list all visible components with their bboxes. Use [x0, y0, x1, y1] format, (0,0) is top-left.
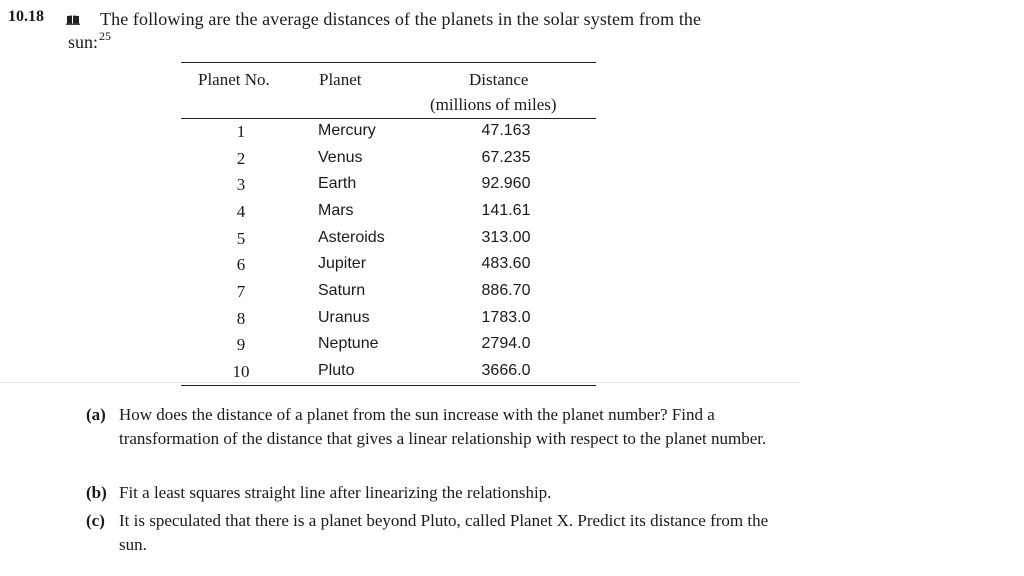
cell-planet-no: 10	[232, 362, 250, 381]
table-bottom-rule	[181, 385, 596, 386]
problem-number: 10.18	[8, 8, 44, 25]
cell-planet: Jupiter	[318, 255, 367, 272]
footnote-marker: 25	[99, 29, 112, 43]
cell-planet-no: 1	[236, 122, 246, 141]
cell-planet-no: 4	[236, 202, 246, 221]
cell-distance: 141.61	[481, 202, 531, 219]
cell-planet: Mars	[318, 202, 354, 219]
table-row	[181, 335, 596, 362]
cell-planet-no: 8	[236, 309, 246, 328]
cell-planet: Neptune	[318, 335, 379, 352]
cell-planet-no: 7	[236, 282, 246, 301]
question-c-text: It is speculated that there is a planet beyond Pluto, called Planet X. Predict its distance from the sun.	[119, 511, 769, 554]
cell-distance: 3666.0	[481, 362, 531, 379]
cell-planet: Uranus	[318, 309, 370, 326]
table-top-rule	[181, 62, 596, 63]
cell-distance: 886.70	[481, 282, 531, 299]
table-row	[181, 282, 596, 309]
cell-planet-no: 5	[236, 229, 246, 248]
data-file-icon	[66, 12, 80, 22]
cell-planet: Pluto	[318, 362, 355, 379]
cell-distance: 1783.0	[481, 309, 531, 326]
cell-planet: Saturn	[318, 282, 366, 299]
question-c-label: (c)	[86, 511, 105, 530]
problem-intro-end: sun:	[68, 32, 99, 52]
table-header-rule	[181, 118, 596, 119]
cell-distance: 92.960	[481, 175, 531, 192]
problem-intro: The following are the average distances of the planets in the solar system from the	[100, 9, 702, 29]
problem-intro-continued	[68, 29, 112, 53]
cell-planet-no: 3	[236, 175, 246, 194]
question-b-label: (b)	[86, 483, 107, 502]
cell-distance: 483.60	[481, 255, 531, 272]
table-row	[181, 175, 596, 202]
cell-planet-no: 6	[236, 255, 246, 274]
cell-planet: Venus	[318, 149, 363, 166]
table-row	[181, 229, 596, 256]
section-divider	[0, 382, 800, 383]
header-distance-units: (millions of miles)	[430, 95, 557, 114]
cell-distance: 2794.0	[481, 335, 531, 352]
table-row	[181, 202, 596, 229]
table-row	[181, 122, 596, 149]
cell-planet: Asteroids	[318, 229, 385, 246]
cell-planet-no: 9	[236, 335, 246, 354]
question-a-label: (a)	[86, 405, 106, 424]
cell-distance: 313.00	[481, 229, 531, 246]
cell-distance: 47.163	[481, 122, 531, 139]
table-row	[181, 149, 596, 176]
question-a-text: How does the distance of a planet from the sun increase with the planet number? Find a transformation of the distance that gives a linear relationship with respect to the planet number.	[119, 405, 767, 448]
header-distance: Distance	[469, 70, 529, 89]
cell-distance: 67.235	[481, 149, 531, 166]
table-row	[181, 255, 596, 282]
table-row	[181, 309, 596, 336]
header-planet: Planet	[319, 70, 362, 89]
cell-planet-no: 2	[236, 149, 246, 168]
cell-planet: Earth	[318, 175, 357, 192]
header-planet-no: Planet No.	[198, 70, 270, 89]
question-b-text: Fit a least squares straight line after linearizing the relationship.	[119, 483, 552, 502]
cell-planet: Mercury	[318, 122, 376, 139]
